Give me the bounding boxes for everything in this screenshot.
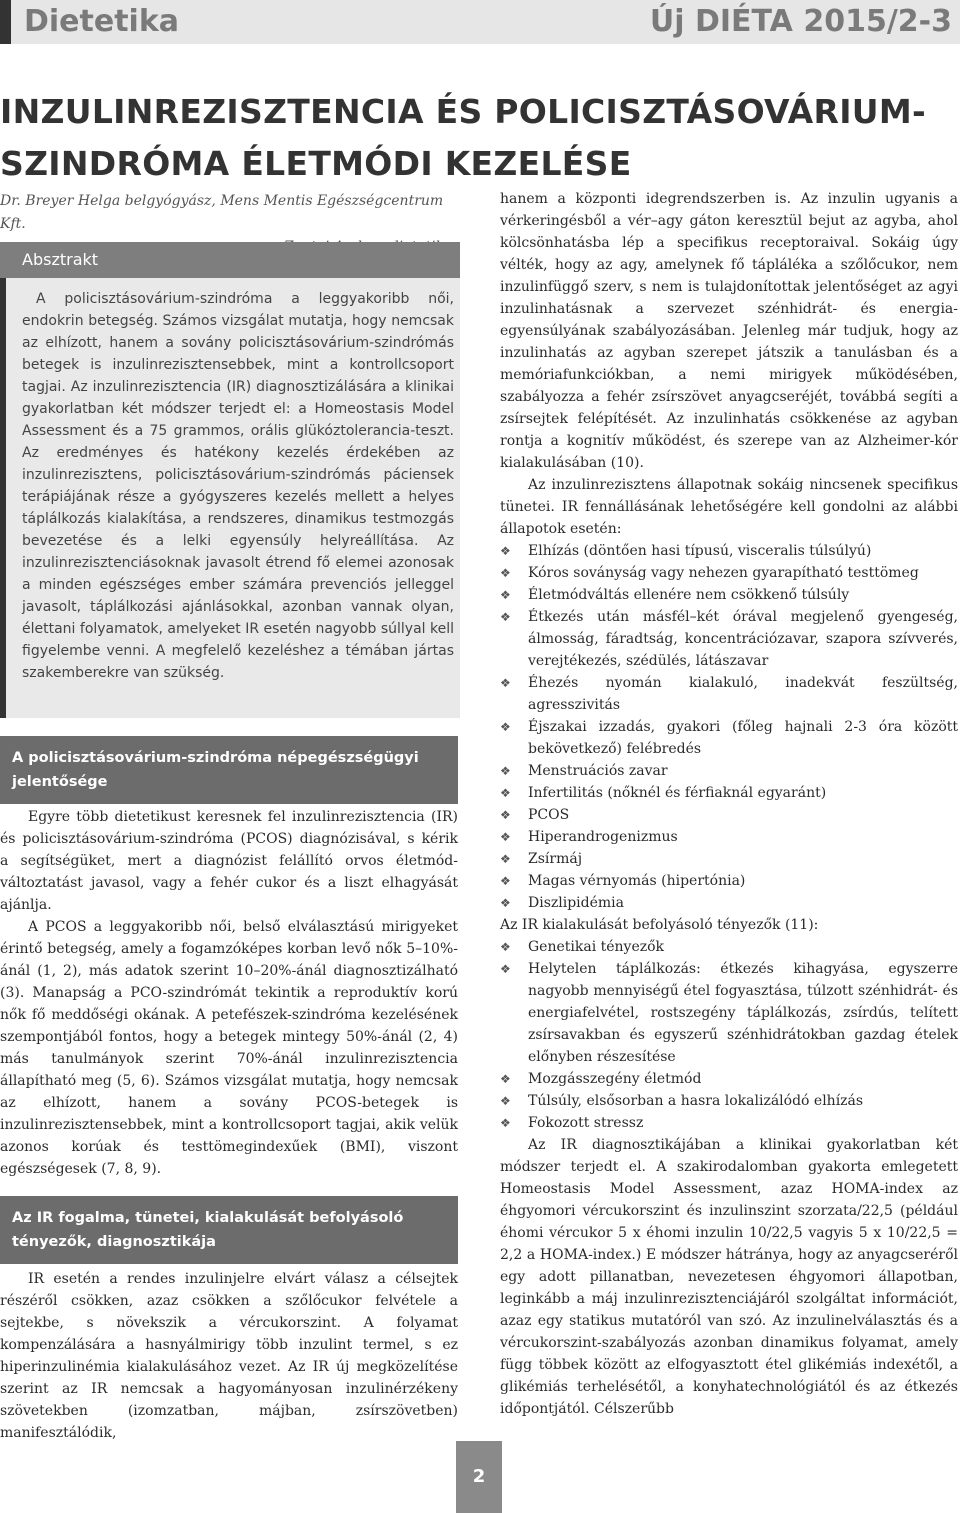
bullet-icon: ❖ — [500, 852, 511, 866]
bullet-icon: ❖ — [500, 1116, 511, 1130]
list-item-text: PCOS — [528, 807, 570, 823]
paragraph: A PCOS a leggyakoribb női, belső elválasztású mirigyeket érintő betegség, amely a fogamzóképes korban levő nők 5–10%-ánál (1, 2), más adatok szerint 10–20%-ánál diagnosztizálható (3). Manapság a PCO-szindrómát tekintik a reproduktív korú nők fő meddőségi okának. A petefészek-szindróma kezelésének szempontjából fontos, hogy a betegek mintegy 50%-ánál (2, 4) más tanulmányok szerint 70%-ánál inzulinrezisztencia állapítható meg (5, 6). Számos vizsgálat mutatja, hogy nemcsak az elhízott, hanem a sovány PCOS-betegek is inzulinrezisztensebbek, mint a kontrollcsoport tagjai, akik velük azonos korúak és testtömegindexűek (BMI), viszont egészségesek (7, 8, 9). — [0, 919, 458, 1177]
running-header — [0, 0, 960, 44]
section-ir-body — [0, 1268, 458, 1444]
section-pcos-body — [0, 806, 458, 1180]
list-item-text: Diszlipidémia — [528, 895, 625, 911]
list-item-text: Éjszakai izzadás, gyakori (főleg hajnali 2-3 óra között bekövetkező) felébredés — [528, 719, 958, 757]
header-accent-bar — [0, 0, 11, 44]
page-number: 2 — [456, 1441, 502, 1513]
bullet-icon: ❖ — [500, 962, 511, 976]
abstract-paragraph: A policisztásovárium-szindróma a leggyakoribb női, endokrin betegség. Számos vizsgálat mutatja, hogy nemcsak az elhízott, hanem a sovány policisztásovárium-szindrómás betegek is inzulinrezisztensebbek, mint a kontrollcsoport tagjai. Az inzulinrezisztencia (IR) diagnosztizálására a klinikai gyakorlatban két módszer terjedt el: a Homeostasis Model Assessment és a 75 grammos, orális glükóztolerancia-teszt. Az eredményes és hatékony kezelés érdekében az inzulinrezisztens, policisztásovárium-szindrómás páciensek terápiájának része a gyógyszeres kezelés mellett a helyes táplálkozás kialakítása, a rendszeres, dinamikus testmozgás bevezetése és a lelki egyensúly helyreállítása. Az inzulinrezisztenciásoknak javasolt étrend fő elemei azonosak a minden egészséges ember számára prevenciós jelleggel javasolt, táplálkozási ajánlásokkal, azonban vannak olyan, élettani folyamatok, amelyeket IR esetén nagyobb súllyal kell figyelembe venni. A megfelelő kezeléshez a témában jártas szakemberekre van szükség. — [22, 291, 455, 681]
list-item-text: Fokozott stressz — [528, 1115, 644, 1131]
list-item-text: Genetikai tényezők — [528, 939, 665, 955]
bullet-icon: ❖ — [500, 610, 511, 624]
bullet-icon: ❖ — [500, 940, 511, 954]
section-heading-pcos: A policisztásovárium-szindróma népegészségügyi jelentősége — [0, 736, 458, 804]
paragraph: hanem a központi idegrendszerben is. Az inzulin ugyanis a vérkeringésből a vér–agy gáton keresztül bejut az agyba, ahol kölcsönhatásba lép a specifikus receptoraival. Sokáig úgy vélték, hogy az agy, amelynek fő tápláléka a szőlőcukor, nem inzulinfüggő szerv, s nem is tulajdonítottak jelentőséget az agyi inzulinhatásnak a szervezet szénhidrát- és energia-egyensúlyának szabályozásában. Jelenleg már tudjuk, hogy az inzulinhatás az agyban szerepet játszik a tanulásban és a memóriafunkciókban, a nemi mirigyek működésében, szabályozza a fehér zsírszövet anyagcseréjét, továbbá segíti a zsírsejtek felépítését. Az inzulinhatás csökkenése az agyban rontja a kognitív működést, és szerepe van az Alzheimer-kór kialakulásában (10). — [500, 191, 958, 471]
list-item-text: Menstruációs zavar — [528, 763, 668, 779]
paragraph: Egyre több dietetikust keresnek fel inzulinrezisztencia (IR) és policisztásovárium-szindróma (PCOS) diagnózisával, s kérik a segítségüket, mert a diagnózist felállító orvos életmód-változtatást javasol, vagy a fehér cukor és a liszt elhagyását ajánlja. — [0, 809, 458, 913]
list-item-text: Mozgásszegény életmód — [528, 1071, 702, 1087]
bullet-icon: ❖ — [500, 764, 511, 778]
list-item — [500, 936, 958, 958]
bullet-icon: ❖ — [500, 544, 511, 558]
list-item-text: Túlsúly, elsősorban a hasra lokalizálódó elhízás — [528, 1093, 864, 1109]
section-heading-ir: Az IR fogalma, tünetei, kialakulását befolyásoló tényezők, diagnosztikája — [0, 1196, 458, 1264]
list-item-text: Kóros soványság vagy nehezen gyarapítható testtömeg — [528, 565, 919, 581]
list-item — [500, 848, 958, 870]
list-item — [500, 804, 958, 826]
bullet-icon: ❖ — [500, 874, 511, 888]
list-item-text: Helytelen táplálkozás: étkezés kihagyása, egyszerre nagyobb mennyiségű étel fogyasztása, túlzott szénhidrát- és energiafelvétel, rostszegény táplálkozás, zsírdús, telített zsírsavakban és egyszerű szénhidrátokban gazdag ételek előnyben részesítése — [528, 961, 958, 1065]
bullet-icon: ❖ — [500, 720, 511, 734]
abstract-label: Absztrakt — [22, 250, 99, 269]
bullet-icon: ❖ — [500, 566, 511, 580]
bullet-icon: ❖ — [500, 1094, 511, 1108]
bullet-icon: ❖ — [500, 808, 511, 822]
list-item — [500, 826, 958, 848]
bullet-icon: ❖ — [500, 676, 511, 690]
bullet-icon: ❖ — [500, 830, 511, 844]
list-item-text: Életmódváltás ellenére nem csökkenő túlsúly — [528, 587, 850, 603]
list-item-text: Étkezés után másfél–két órával megjelenő gyengeség, álmosság, fáradtság, koncentrációzavar, szapora szívverés, verejtékezés, szédülés, látászavar — [528, 609, 958, 669]
list-item-text: Elhízás (döntően hasi típusú, visceralis túlsúlyú) — [528, 543, 872, 559]
list-item — [500, 562, 958, 584]
list-item — [500, 540, 958, 562]
journal-section-title: Dietetika — [24, 4, 180, 39]
list-item — [500, 672, 958, 716]
paragraph: IR esetén a rendes inzulinjelre elvárt válasz a célsejtek részéről csökken, azaz csökken a szőlőcukor felvétele a sejtekbe, s növekszik a vércukorszint. A folyamat kompenzálására a hasnyálmirigy több inzulint termel, s ez hiperinzulinémia kialakulásához vezet. Az IR új megközelítése szerint az IR nemcsak a hagyományosan inzulinérzékeny szövetekben (izomzatban, májban, zsírszövetben) manifesztálódik, — [0, 1271, 458, 1441]
list-item — [500, 892, 958, 914]
factor-list — [500, 936, 958, 1134]
list-item — [500, 1090, 958, 1112]
bullet-icon: ❖ — [500, 1072, 511, 1086]
author-1: Dr. Breyer Helga belgyógyász, Mens Mentis Egészségcentrum Kft. — [0, 193, 444, 232]
bullet-icon: ❖ — [500, 588, 511, 602]
list-item — [500, 606, 958, 672]
paragraph: Az IR kialakulását befolyásoló tényezők (11): — [500, 917, 819, 933]
list-item-text: Infertilitás (nőknél és férfiaknál egyaránt) — [528, 785, 827, 801]
abstract-box — [0, 278, 460, 718]
list-item-text: Magas vérnyomás (hipertónia) — [528, 873, 746, 889]
journal-issue: Új DIÉTA 2015/2-3 — [649, 4, 952, 39]
abstract-side-bar — [0, 278, 6, 718]
list-item — [500, 958, 958, 1068]
list-item — [500, 782, 958, 804]
abstract-section — [0, 242, 460, 718]
article-title: INZULINREZISZTENCIA ÉS POLICISZTÁSOVÁRIUM-SZINDRÓMA ÉLETMÓDI KEZELÉSE — [0, 92, 927, 183]
symptom-list — [500, 540, 958, 914]
right-column — [500, 188, 958, 1420]
list-item — [500, 870, 958, 892]
paragraph: Az inzulinrezisztens állapotnak sokáig nincsenek specifikus tünetei. IR fennállásának lehetőségére kell gondolni az alábbi állapotok esetén: — [500, 477, 958, 537]
list-item — [500, 760, 958, 782]
list-item — [500, 1068, 958, 1090]
abstract-header — [0, 242, 460, 278]
list-item-text: Éhezés nyomán kialakuló, inadekvát feszültség, agresszivitás — [528, 675, 958, 713]
list-item-text: Hiperandrogenizmus — [528, 829, 678, 845]
bullet-icon: ❖ — [500, 786, 511, 800]
paragraph: Az IR diagnosztikájában a klinikai gyakorlatban két módszer terjedt el. A szakirodalomban gyakorta emlegetett Homeostasis Model Assessment, azaz HOMA-index az éhgyomori vércukorszint és inzulinszint szorzata/22,5 (például éhomi vércukor 5 x éhomi inzulin 10/22,5 vagyis 5 x 10/22,5 = 2,2 a HOMA-index.) E módszer hátránya, hogy az anyagcseréről egy adott pillanatban, nevezetesen éhgyomori állapotban, leginkább a máj inzulinrezisztenciájáról szolgáltat információt, azaz egy statikus mutatóról van szó. Az inzulinelválasztás és a vércukorszint-szabályozás azonban dinamikus folyamat, amely függ többek között az elfogyasztott étel glikémiás indexétől, a glikémiás terhelésétől, a konyhatechnológiától és az étkezés időpontjától. Célszerűbb — [500, 1137, 958, 1417]
list-item — [500, 716, 958, 760]
list-item — [500, 1112, 958, 1134]
list-item — [500, 584, 958, 606]
abstract-text — [22, 288, 454, 684]
list-item-text: Zsírmáj — [528, 851, 583, 867]
bullet-icon: ❖ — [500, 896, 511, 910]
